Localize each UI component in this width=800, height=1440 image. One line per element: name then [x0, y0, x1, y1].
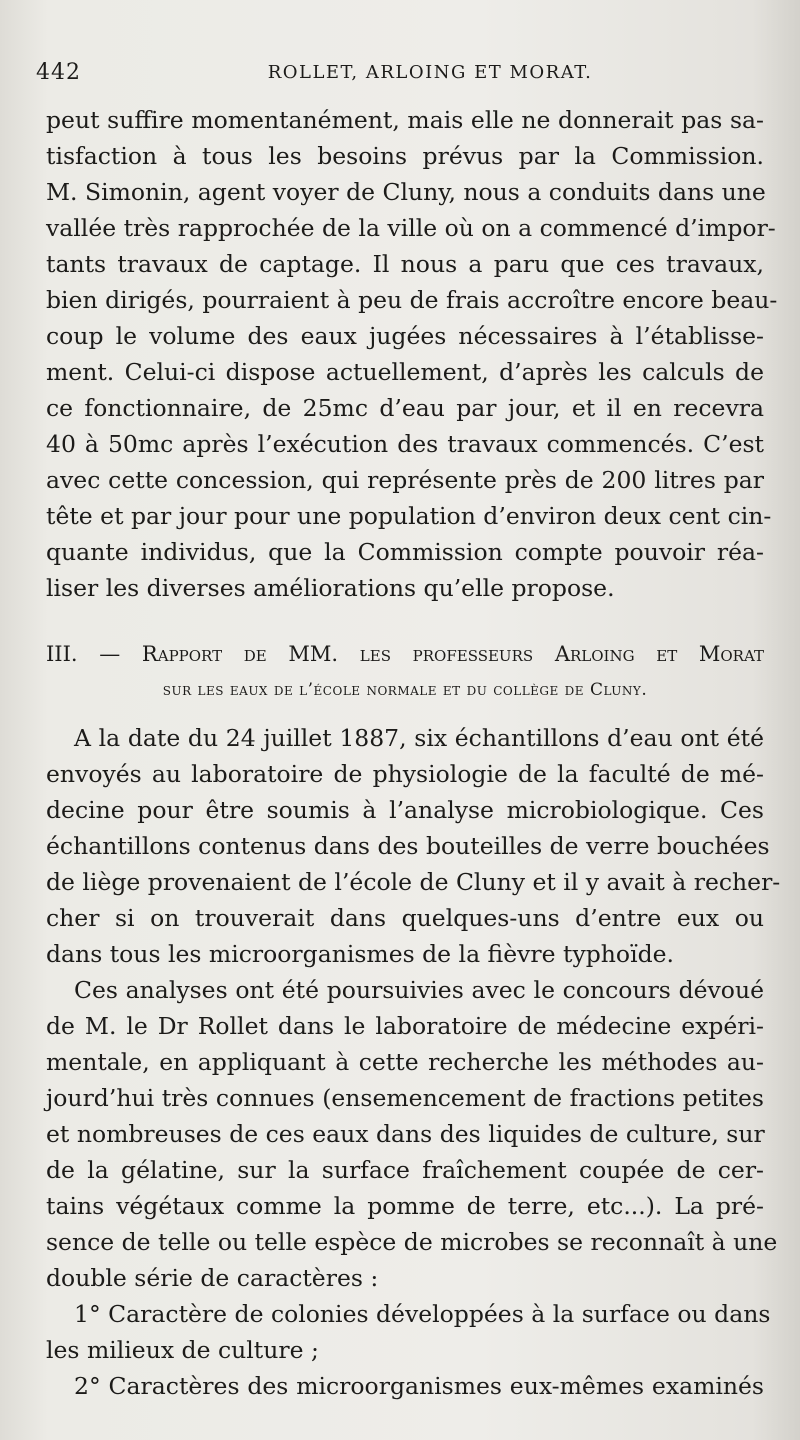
running-title: ROLLET, ARLOING ET MORAT.: [267, 62, 593, 83]
text-line: échantillons contenus dans des bouteilles de verre bouchées: [46, 832, 770, 860]
text-line: cher si on trouverait dans quelques-uns d’entre eux ou: [46, 904, 764, 932]
section-heading-line-1: III. — Rapport de MM. les professeurs Arloing et Morat: [46, 642, 764, 666]
text-line: peut suffire momentanément, mais elle ne donnerait pas sa-: [46, 106, 764, 134]
text-line: liser les diverses améliorations qu’elle propose.: [46, 574, 615, 602]
text-line: avec cette concession, qui représente près de 200 litres par: [46, 466, 764, 494]
text-line: 40 à 50mc après l’exécution des travaux commencés. C’est: [46, 430, 764, 458]
text-line: ment. Celui-ci dispose actuellement, d’après les calculs de: [46, 358, 764, 386]
text-line: tête et par jour pour une population d’environ deux cent cin-: [46, 502, 772, 530]
paragraph-1: [46, 102, 778, 606]
paragraph-3: [46, 972, 778, 1296]
section-heading-line-2: sur les eaux de l’école normale et du collège de Cluny.: [162, 680, 648, 700]
text-line: tisfaction à tous les besoins prévus par la Commission.: [46, 142, 764, 170]
page-header: [36, 60, 764, 90]
page-number: 442: [36, 60, 81, 85]
text-line: bien dirigés, pourraient à peu de frais accroître encore beau-: [46, 286, 778, 314]
text-line: quante individus, que la Commission compte pouvoir réa-: [46, 538, 764, 566]
paragraph-2: [46, 720, 781, 972]
numbered-list: [46, 1296, 771, 1404]
text-line: mentale, en appliquant à cette recherche les méthodes au-: [46, 1048, 764, 1076]
list-item: 2° Caractères des microorganismes eux-mêmes examinés: [74, 1372, 764, 1400]
section-heading: [46, 636, 764, 708]
text-line: de M. le Dr Rollet dans le laboratoire de médecine expéri-: [46, 1012, 764, 1040]
text-line: decine pour être soumis à l’analyse microbiologique. Ces: [46, 796, 764, 824]
text-line: Ces analyses ont été poursuivies avec le concours dévoué: [74, 976, 764, 1004]
text-line: tains végétaux comme la pomme de terre, etc...). La pré-: [46, 1192, 764, 1220]
text-line: de liège provenaient de l’école de Cluny et il y avait à recher-: [46, 868, 781, 896]
text-line: envoyés au laboratoire de physiologie de la faculté de mé-: [46, 760, 764, 788]
text-line: et nombreuses de ces eaux dans des liquides de culture, sur: [46, 1120, 765, 1148]
text-line: dans tous les microorganismes de la fièvre typhoïde.: [46, 940, 675, 968]
list-item: 1° Caractère de colonies développées à la surface ou dans: [74, 1300, 771, 1328]
list-item: les milieux de culture ;: [46, 1336, 319, 1364]
text-line: sence de telle ou telle espèce de microbes se reconnaît à une: [46, 1228, 778, 1256]
text-line: vallée très rapprochée de la ville où on a commencé d’impor-: [46, 214, 776, 242]
text-line: tants travaux de captage. Il nous a paru que ces travaux,: [46, 250, 764, 278]
text-line: M. Simonin, agent voyer de Cluny, nous a conduits dans une: [46, 178, 766, 206]
text-line: double série de caractères :: [46, 1264, 379, 1292]
text-line: jourd’hui très connues (ensemencement de fractions petites: [46, 1084, 764, 1112]
text-line: A la date du 24 juillet 1887, six échantillons d’eau ont été: [74, 724, 764, 752]
text-line: ce fonctionnaire, de 25mc d’eau par jour, et il en recevra: [46, 394, 764, 422]
text-line: coup le volume des eaux jugées nécessaires à l’établisse-: [46, 322, 764, 350]
text-line: de la gélatine, sur la surface fraîchement coupée de cer-: [46, 1156, 764, 1184]
